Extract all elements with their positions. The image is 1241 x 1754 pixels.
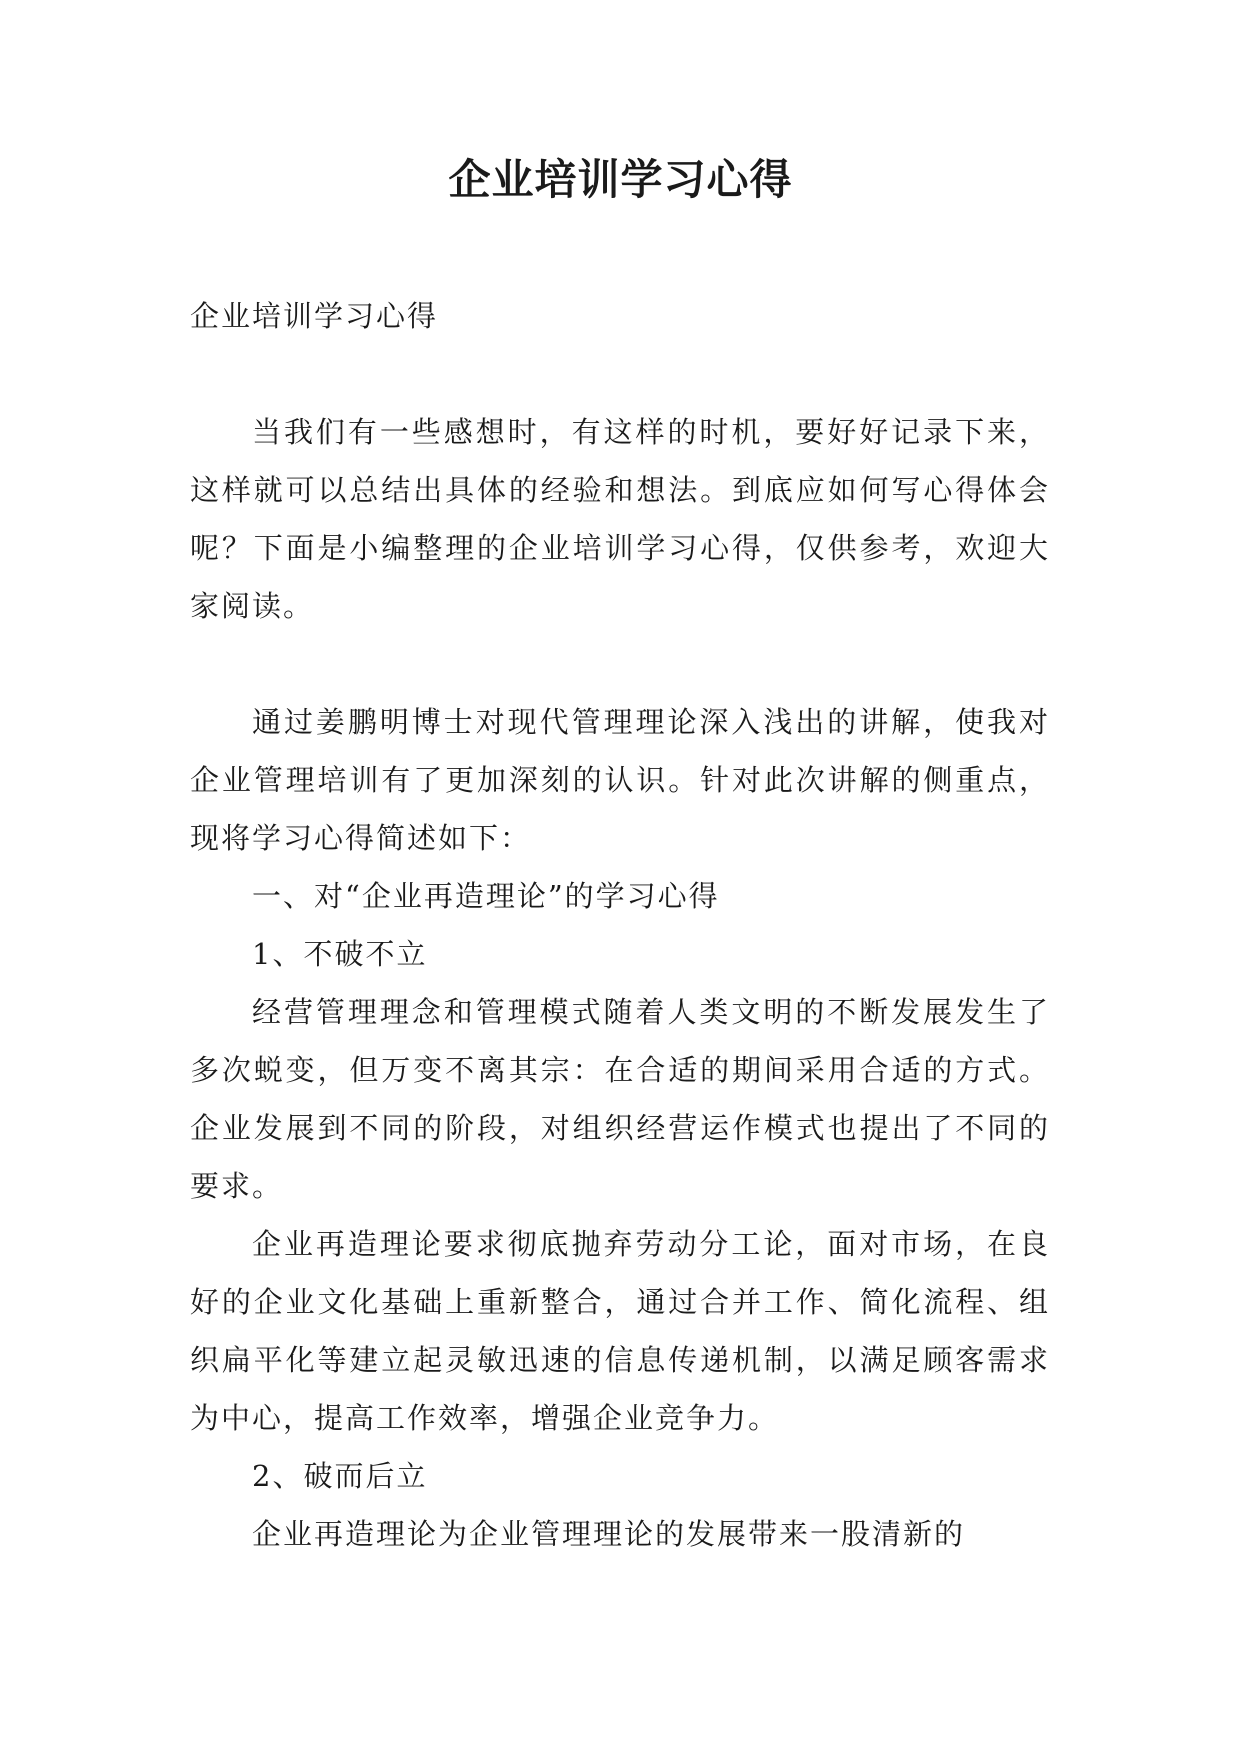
document-subtitle: 企业培训学习心得 xyxy=(190,299,439,333)
document-body xyxy=(190,287,1050,1563)
body-paragraph: 企业再造理论为企业管理理论的发展带来一股清新的 xyxy=(252,1517,966,1551)
body-paragraph: 通过姜鹏明博士对现代管理理论深入浅出的讲解，使我对企业管理培训有了更加深刻的认识。针对此次讲解的侧重点，现将学习心得简述如下： xyxy=(190,705,1050,855)
document-title: 企业培训学习心得 xyxy=(448,155,793,204)
section-heading: 一、对“企业再造理论”的学习心得 xyxy=(252,879,720,913)
body-paragraph: 企业再造理论要求彻底抛弃劳动分工论，面对市场，在良好的企业文化基础上重新整合，通过合并工作、简化流程、组织扁平化等建立起灵敏迅速的信息传递机制，以满足顾客需求为中心，提高工作效率，增强企业竞争力。 xyxy=(190,1227,1050,1435)
subsection-heading: 2、破而后立 xyxy=(252,1459,428,1493)
body-paragraph: 经营管理理念和管理模式随着人类文明的不断发展发生了多次蜕变，但万变不离其宗：在合适的期间采用合适的方式。企业发展到不同的阶段，对组织经营运作模式也提出了不同的要求。 xyxy=(190,995,1050,1203)
subsection-heading: 1、不破不立 xyxy=(252,937,428,971)
intro-paragraph: 当我们有一些感想时，有这样的时机，要好好记录下来，这样就可以总结出具体的经验和想法。到底应如何写心得体会呢？下面是小编整理的企业培训学习心得，仅供参考，欢迎大家阅读。 xyxy=(190,415,1050,623)
